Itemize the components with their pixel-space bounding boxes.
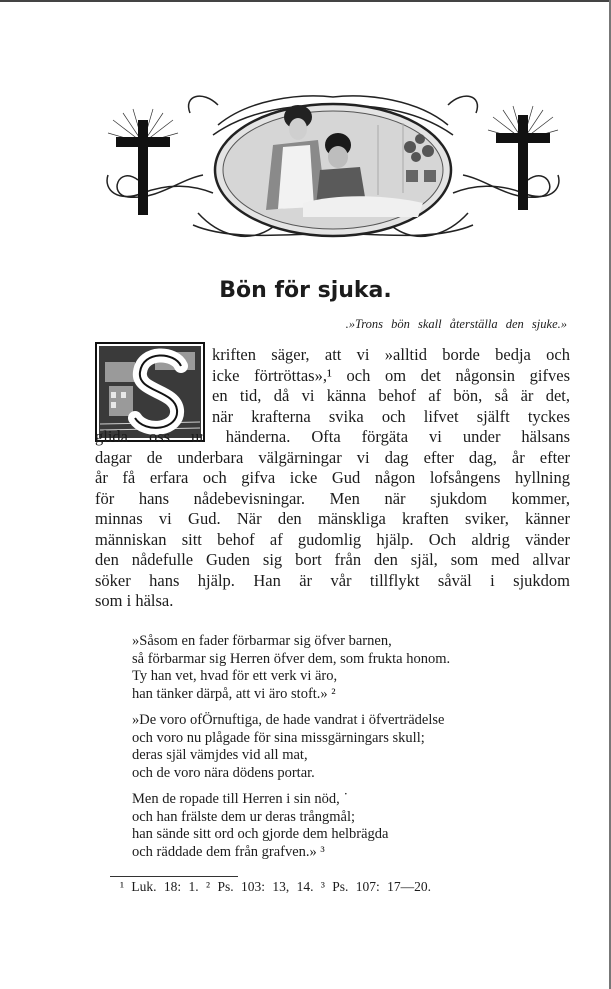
right-cross-icon (488, 106, 558, 210)
paragraph-line: minnas vi Gud. När den mänskliga kraften sviker, känner (95, 509, 570, 528)
footnote-rule (110, 876, 238, 877)
paragraph-line: dagar de underbara välgärningar vi dag efter dag, år efter (95, 447, 570, 467)
left-cross-icon (108, 109, 178, 215)
epigraph-quote: .»Trons bön skall återställa den sjuke.» (345, 317, 567, 331)
body-paragraph (95, 345, 570, 612)
verse-line: »De voro ofÖrnuftiga, de hade vandrat i öfverträdelse (132, 712, 445, 728)
paragraph-line: som i hälsa. (95, 591, 174, 610)
paragraph-line: när krafterna svika och lifvet själft tyckes (212, 406, 570, 426)
footnotes: ¹ Luk. 18: 1. ² Ps. 103: 13, 14. ³ Ps. 107: 17—20. (120, 879, 432, 894)
stanza-3 (132, 791, 572, 861)
header-engraving-illustration (98, 85, 568, 255)
sickroom-vignette (215, 104, 451, 236)
paragraph-line: år få erfara och gifva icke Gud någon lofsångens hyllning (95, 468, 570, 487)
paragraph-line: den nådefulle Guden sig bort från den själ, som med allvar (95, 550, 570, 569)
verse-line: han sände sitt ord och gjorde dem helbrägda (132, 826, 389, 842)
verse-line: han tänker därpå, att vi äro stoft.» ² (132, 685, 336, 702)
verse-line: så förbarmar sig Herren öfver dem, som frukta honom. (132, 650, 451, 667)
verse-line: och de voro nära dödens portar. (132, 764, 315, 781)
scripture-quotations (132, 633, 572, 870)
scan-top-edge (0, 0, 611, 2)
verse-line: och han frälste dem ur deras trångmål; (132, 808, 356, 825)
verse-line: och räddade dem från grafven.» ³ (132, 843, 325, 860)
paragraph-line: människan sitt behof af gudomlig hjälp. Och aldrig vänder (95, 529, 570, 549)
paragraph-line: för hans nådebevisningar. Men när sjukdom kommer, (95, 488, 570, 508)
verse-line: »Såsom en fader förbarmar sig öfver barnen, (132, 633, 392, 649)
verse-line: deras själ vämjdes vid all mat, (132, 747, 308, 763)
paragraph-line: söker hans hjälp. Han är vår tillflykt såväl i sjukdom (95, 570, 570, 590)
paragraph-line: kriften säger, att vi »alltid borde bedja och (212, 345, 570, 364)
stanza-1 (132, 633, 572, 703)
stanza-2 (132, 712, 572, 782)
page-title: Bön för sjuka. (219, 278, 392, 303)
paragraph-line: glida oss ur händerna. Ofta förgäta vi under hälsans (95, 427, 570, 446)
paragraph-line: en tid, då vi känna behof af bön, så är det, (212, 386, 570, 405)
verse-line: Ty han vet, hvad för ett verk vi äro, (132, 668, 338, 684)
verse-line: och voro nu plågade för sina missgärningars skull; (132, 729, 425, 746)
verse-line: Men de ropade till Herren i sin nöd, ˙ (132, 791, 349, 807)
paragraph-line: icke förtröttas»,¹ och om det någonsin gifves (212, 365, 570, 385)
